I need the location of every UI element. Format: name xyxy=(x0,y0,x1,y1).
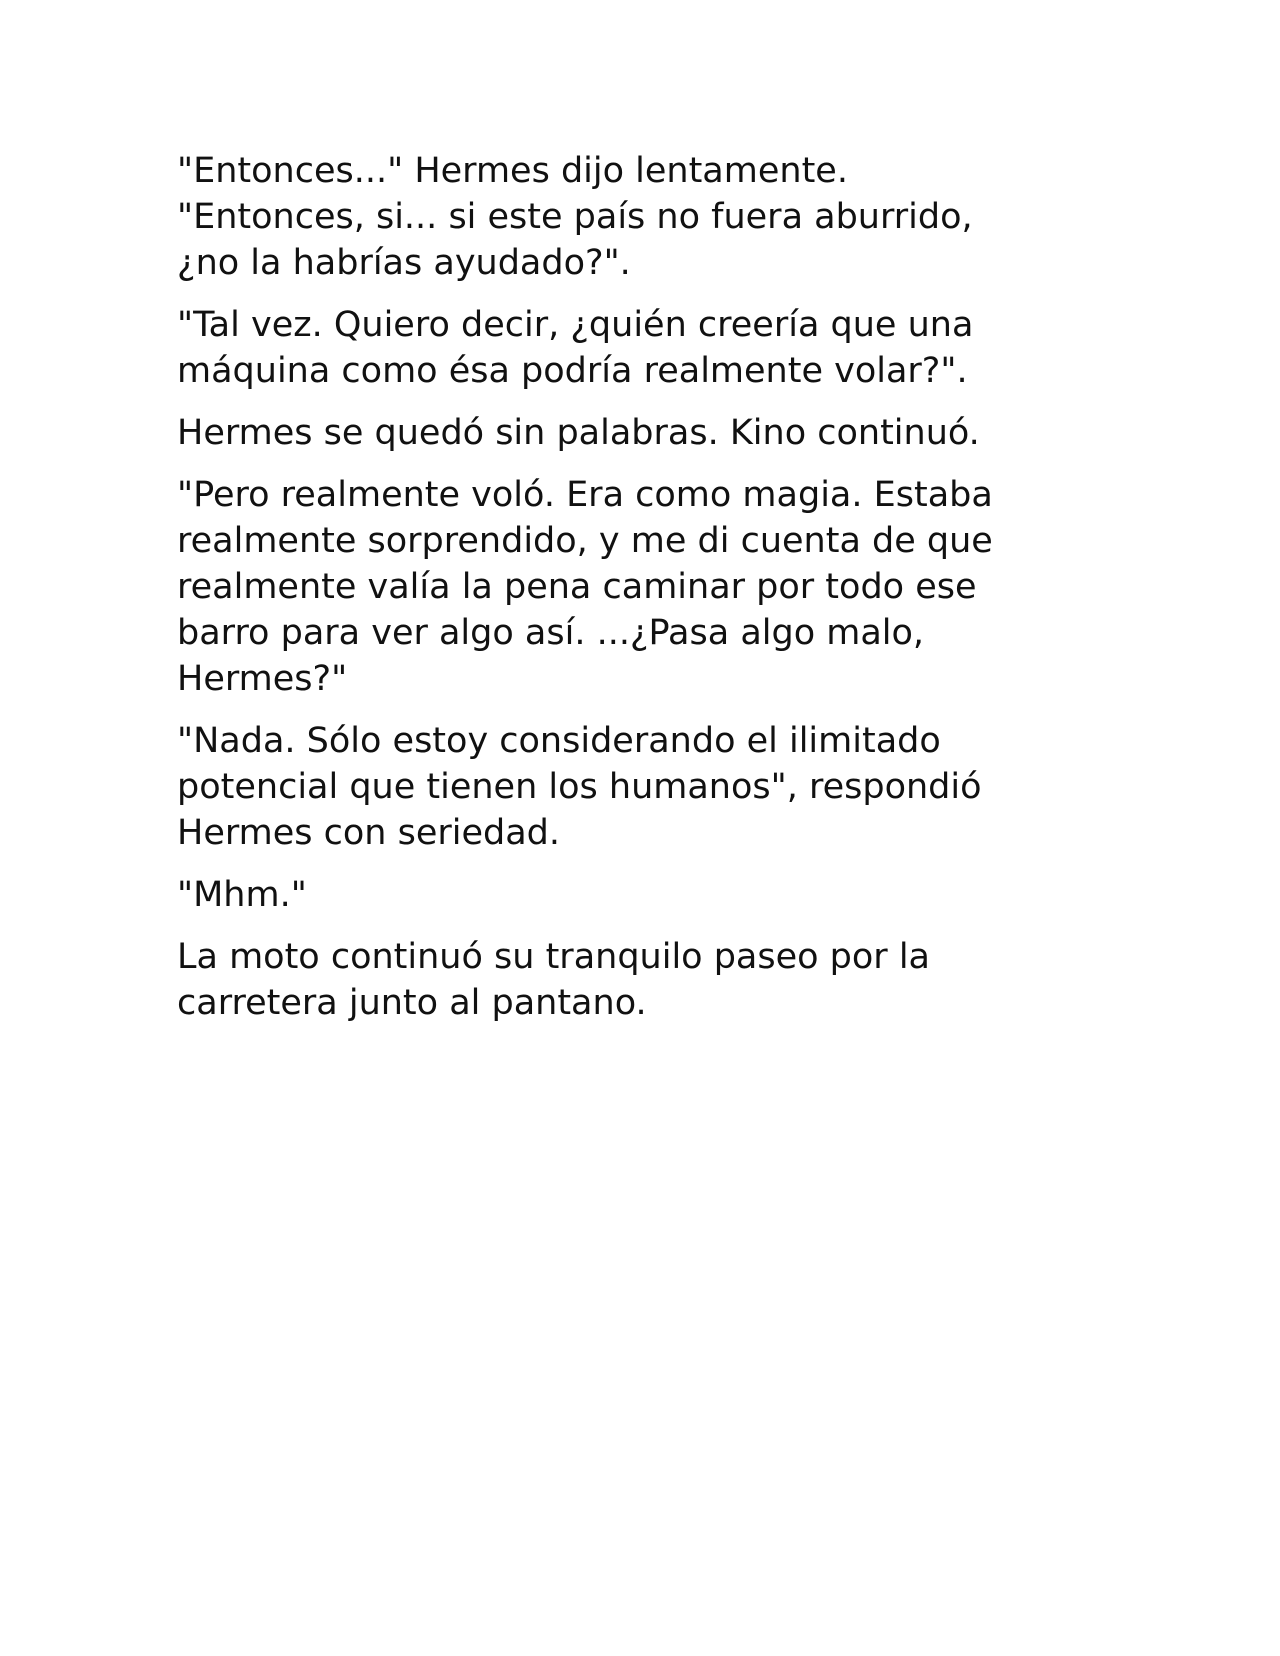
paragraph-5: "Nada. Sólo estoy considerando el ilimitado potencial que tienen los humanos", respondió Hermes con seriedad. xyxy=(177,721,982,853)
paragraph-7: La moto continuó su tranquilo paseo por la carretera junto al pantano. xyxy=(177,937,930,1023)
paragraph-6: "Mhm." xyxy=(177,875,307,915)
document-body xyxy=(177,148,1077,1042)
paragraph-1: "Entonces..." Hermes dijo lentamente. "Entonces, si... si este país no fuera aburrido, ¿no la habrías ayudado?". xyxy=(177,151,973,283)
paragraph-2: "Tal vez. Quiero decir, ¿quién creería que una máquina como ésa podría realmente volar?". xyxy=(177,305,974,391)
paragraph-3: Hermes se quedó sin palabras. Kino continuó. xyxy=(177,413,980,453)
paragraph-4: "Pero realmente voló. Era como magia. Estaba realmente sorprendido, y me di cuenta de que realmente valía la pena caminar por todo ese barro para ver algo así. ...¿Pasa algo malo, Hermes?" xyxy=(177,475,993,699)
